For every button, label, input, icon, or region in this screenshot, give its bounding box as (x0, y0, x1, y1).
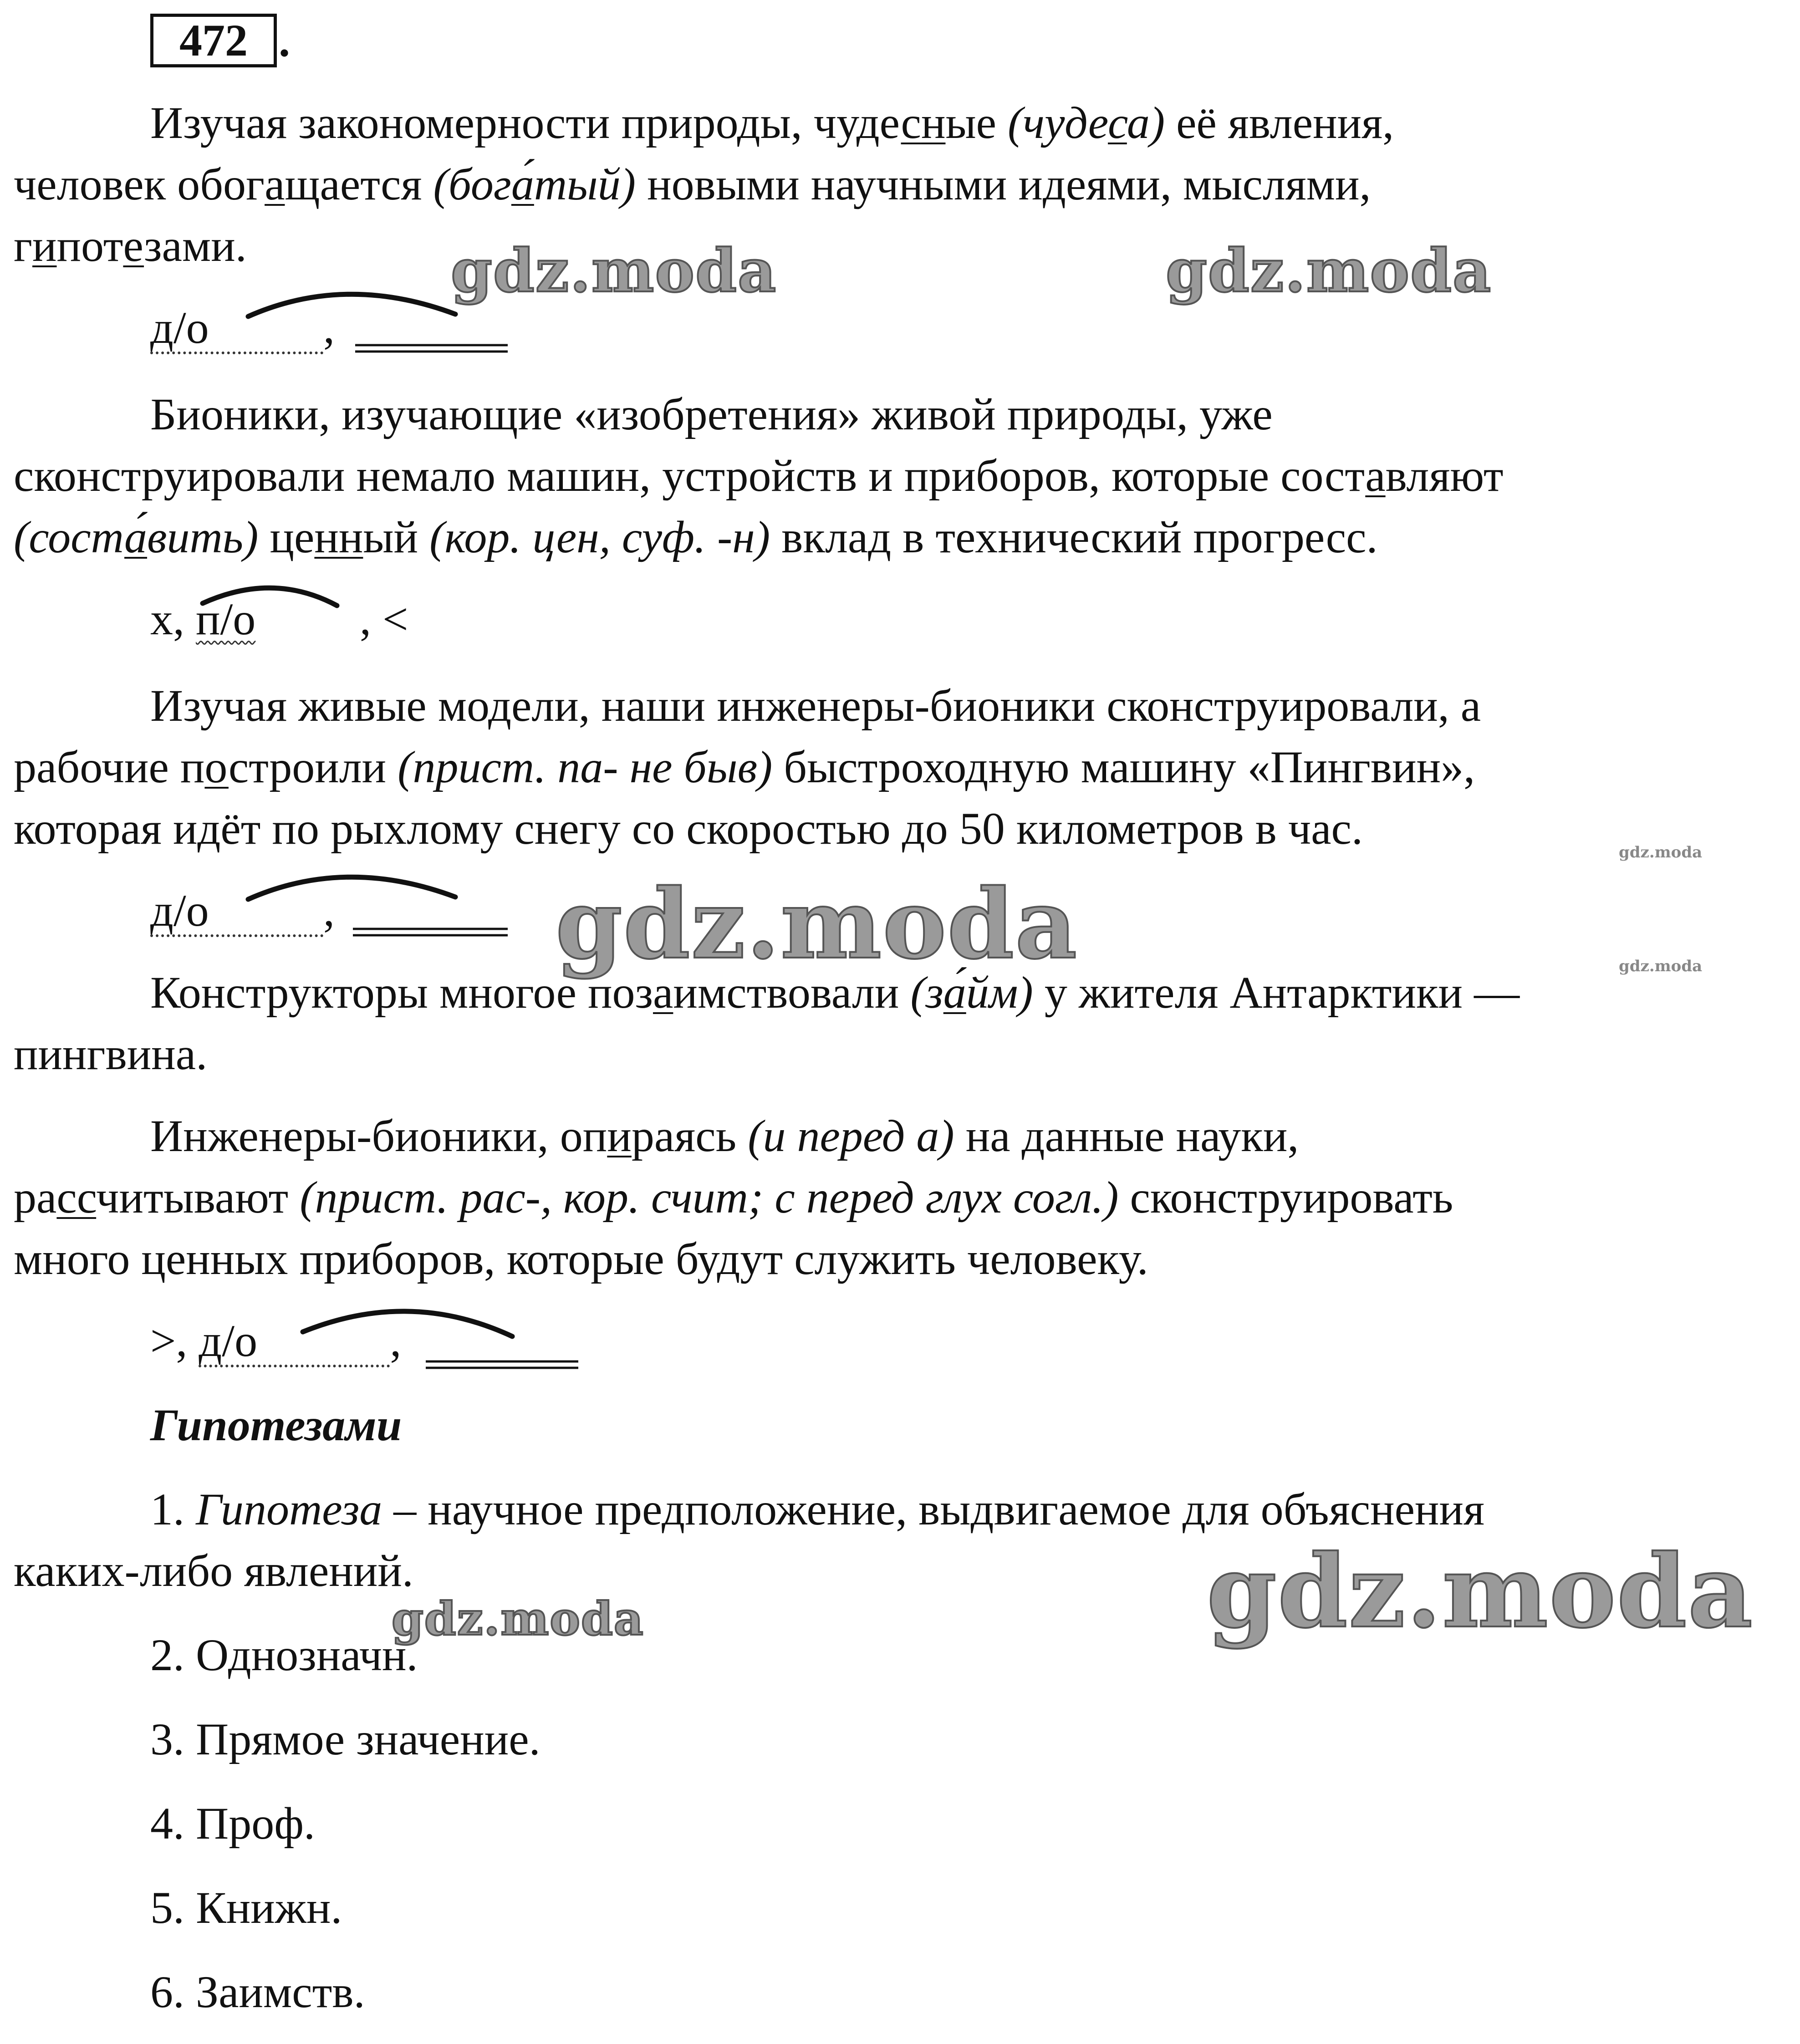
p2-line3: (соста ́вить) ценный (кор. цен, суф. -н) вклад в технический прогресс. (14, 515, 1377, 560)
list-item-1: 1. Гипотеза – научное предположение, выдвигаемое для объяснения (150, 1484, 1485, 1534)
scheme-2: х, п/о , < (150, 594, 408, 644)
scheme-3: д/о , (150, 888, 335, 937)
p1-line1: Изучая закономерности природы, чудесные (чудеса) её явления, (150, 97, 1394, 148)
watermark-small: gdz.moda (1619, 957, 1703, 975)
task-number: 472 (150, 14, 277, 67)
watermark-logo: gdz.moda (1207, 1532, 1754, 1650)
list-item-1-cont: каких-либо явлений. (14, 1545, 413, 1596)
p4-line2: пингвина. (14, 1029, 208, 1079)
watermark-logo: gdz.moda (392, 1592, 644, 1646)
task-number-dot: . (279, 15, 290, 66)
scheme-1: д/о , (150, 305, 335, 354)
watermark-logo: gdz.moda (451, 236, 777, 306)
p3-line2: рабочие построили (прист. па- не быв) быстроходную машину «Пингвин», (14, 742, 1475, 792)
list-item-3: 3. Прямое значение. (150, 1714, 541, 1764)
p5-line1: Инженеры-бионики, опираясь (и перед а) на данные науки, (150, 1111, 1299, 1161)
watermark-logo: gdz.moda (556, 868, 1078, 980)
watermark-small: gdz.moda (1619, 843, 1703, 861)
word-heading: Гипотезами (150, 1400, 402, 1450)
p2-line2: сконструировали немало машин, устройств и приборов, которые составляют (14, 450, 1504, 501)
p5-line2: рассчитывают (прист. рас-, кор. счит; с перед глух согл.) сконструировать (14, 1172, 1453, 1223)
list-item-4: 4. Проф. (150, 1798, 316, 1849)
list-item-5: 5. Книжн. (150, 1882, 342, 1933)
p3-line3: которая идёт по рыхлому снегу со скоростью до 50 километров в час. (14, 803, 1363, 854)
list-item-2: 2. Однозначн. (150, 1630, 418, 1680)
p1-line3: гипотезами. (14, 220, 247, 271)
p4-line1: Конструкторы многое позаимствовали (за ́йм) у жителя Антарктики — (150, 970, 1520, 1015)
scheme-4: >, д/о , (150, 1318, 401, 1367)
list-item-6: 6. Заимств. (150, 1967, 365, 2017)
p5-line3: много ценных приборов, которые будут служить человеку. (14, 1234, 1148, 1284)
p2-line1: Бионики, изучающие «изобретения» живой природы, уже (150, 389, 1273, 439)
p1-line2: человек обогащается (бога ́тый) новыми научными идеями, мыслями, (14, 162, 1371, 207)
watermark-logo: gdz.moda (1166, 236, 1492, 306)
p3-line1: Изучая живые модели, наши инженеры-бионики сконструировали, а (150, 680, 1481, 731)
